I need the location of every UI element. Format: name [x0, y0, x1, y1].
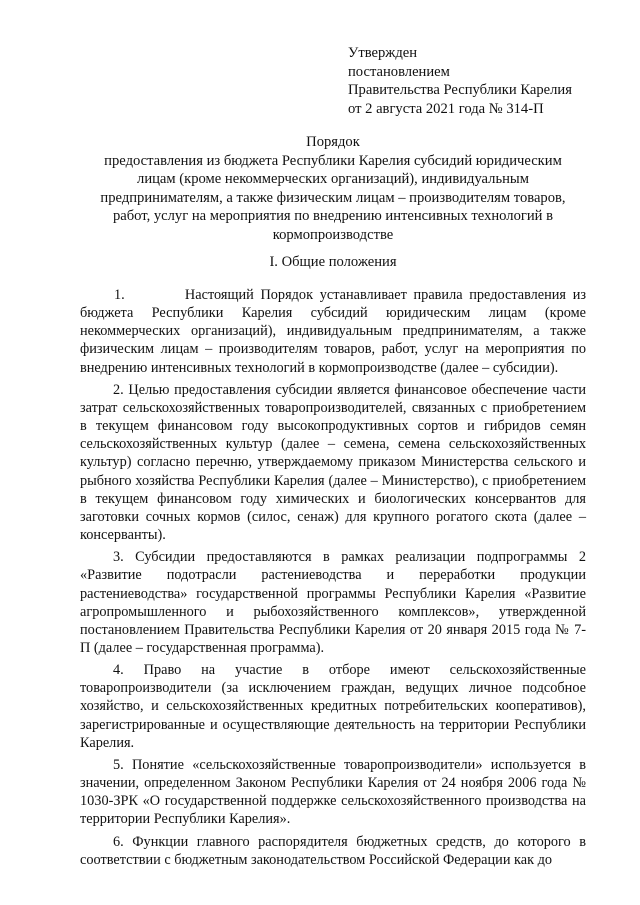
title-line: лицам (кроме некоммерческих организаций), индивидуальным	[137, 171, 529, 188]
paragraph: 1. Настоящий Порядок устанавливает правила предоставления из бюджета Республики Карелия субсидий юридическим лицам (кроме некоммерческих организаций), индивидуальным предпринимателям, а также физическим лицам – производителям товаров, работ, услуг на мероприятия по внедрению интенсивных технологий в кормопроизводстве (далее – субсидии).	[80, 287, 586, 376]
approval-line: постановлением	[348, 63, 450, 80]
title-line: предпринимателям, а также физическим лицам – производителям товаров,	[100, 189, 566, 206]
paragraph: 5. Понятие «сельскохозяйственные товаропроизводители» используется в значении, определенном Законом Республики Карелия от 24 ноября 2006 года № 1030-ЗРК «О государственной поддержке сельскохозяйственного производства на территории Республики Карелия».	[80, 756, 586, 828]
approval-line: Утвержден	[348, 45, 418, 61]
approval-stamp	[348, 44, 572, 118]
document-body	[80, 286, 586, 873]
title-heading: Порядок	[306, 134, 360, 150]
section-heading: I. Общие положения	[269, 254, 397, 270]
paragraph: 2. Целью предоставления субсидии является финансовое обеспечение части затрат сельскохозяйственных товаропроизводителей, связанных с приобретением в текущем финансовом году высокопродуктивных сортов и гибридов семян сельскохозяйственных культур (далее – семена, семена сельскохозяйственных культур) согласно перечню, утверждаемому приказом Министерства сельского и рыбного хозяйства Республики Карелия (далее – Министерство), с приобретением в текущем финансовом году химических и биологических консервантов для заготовки сочных кормов (силос, сенаж) для крупного рогатого скота (далее – консерванты).	[80, 381, 586, 544]
document-title	[80, 133, 586, 245]
title-line: кормопроизводстве	[272, 226, 394, 243]
title-line: предоставления из бюджета Республики Карелия субсидий юридическим	[104, 152, 562, 169]
approval-line: Правительства Республики Карелия	[348, 82, 572, 99]
paragraph: 6. Функции главного распорядителя бюджетных средств, до которого в соответствии с бюджетным законодательством Российской Федерации как до	[80, 833, 586, 868]
paragraph: 3. Субсидии предоставляются в рамках реализации подпрограммы 2 «Развитие подотрасли растениеводства и переработки продукции растениеводства» государственной программы Республики Карелия «Развитие агропромышленного и рыбохозяйственного комплексов», утвержденной постановлением Правительства Республики Карелия от 20 января 2015 года № 7-П (далее – государственная программа).	[80, 549, 586, 656]
title-line: работ, услуг на мероприятия по внедрению интенсивных технологий в	[112, 208, 554, 225]
paragraph: 4. Право на участие в отборе имеют сельскохозяйственные товаропроизводители (за исключением граждан, ведущих личное подсобное хозяйство, и сельскохозяйственных кредитных потребительских кооперативов), зарегистрированные и осуществляющие деятельность на территории Республики Карелия.	[80, 662, 586, 751]
approval-line: от 2 августа 2021 года № 314-П	[348, 100, 544, 117]
